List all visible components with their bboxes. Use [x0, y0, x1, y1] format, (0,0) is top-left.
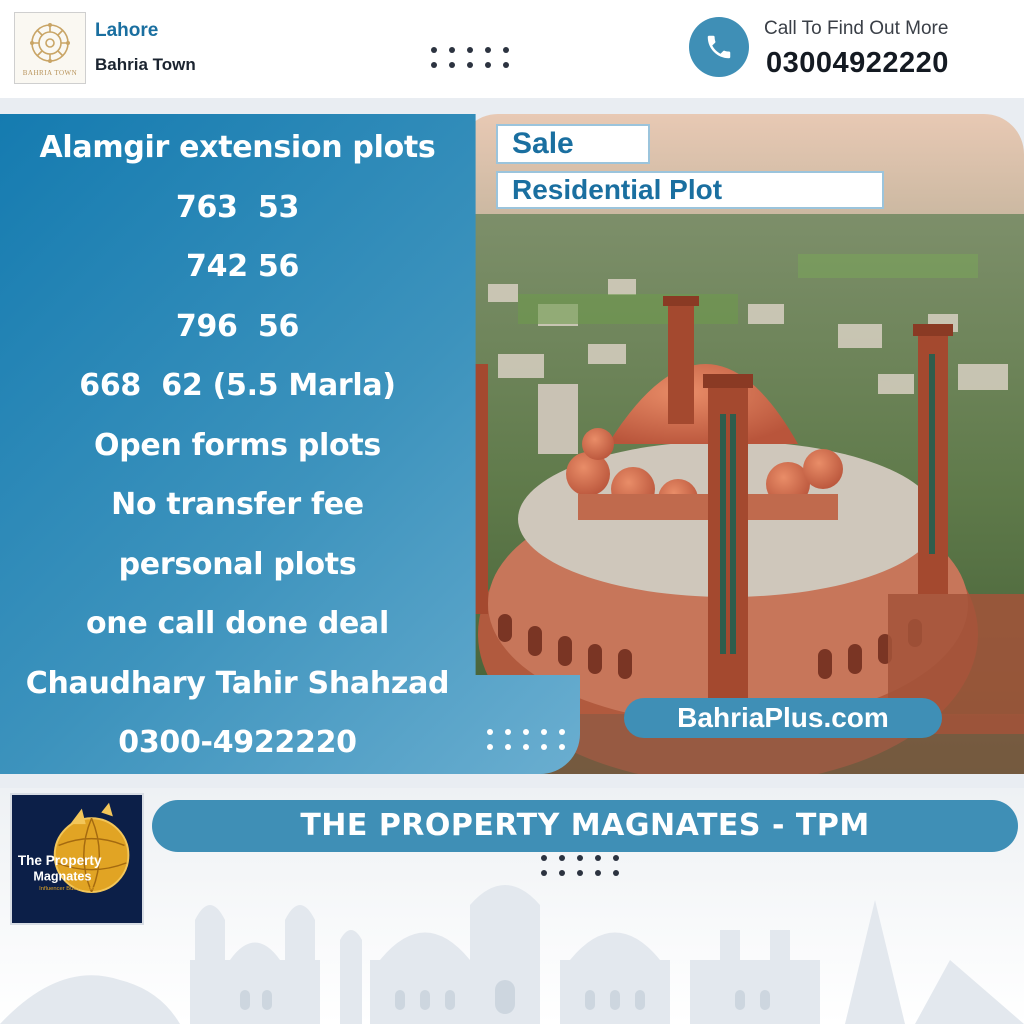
- dots-decoration-icon: [431, 47, 509, 68]
- dots-decoration-icon: [541, 855, 619, 876]
- description-line: Open forms plots: [94, 427, 381, 463]
- bahria-town-logo: [14, 12, 86, 84]
- description-line: No transfer fee: [111, 487, 364, 522]
- phone-button[interactable]: [689, 17, 749, 77]
- phone-icon: [704, 32, 734, 62]
- logo-caption: BAHRIA TOWN: [22, 69, 78, 77]
- description-line: one call done deal: [86, 606, 389, 641]
- website-link[interactable]: BahriaPlus.com: [624, 698, 942, 738]
- phone-number-link[interactable]: 03004922220: [766, 47, 949, 79]
- purpose-badge: Sale: [496, 124, 650, 164]
- property-type-badge: Residential Plot: [496, 171, 884, 209]
- listing-description: [0, 118, 475, 773]
- city-label: Lahore: [95, 20, 159, 41]
- description-line: 763 53: [175, 189, 300, 225]
- description-line: Chaudhary Tahir Shahzad: [25, 665, 450, 701]
- bahria-town-logo-icon: [26, 19, 74, 67]
- lahore-skyline-icon: [0, 850, 1024, 1024]
- description-line: 742 56: [175, 249, 300, 284]
- dots-decoration-icon: [487, 729, 565, 750]
- area-label: Bahria Town: [95, 55, 196, 74]
- agency-logo-line1: The Property: [17, 852, 102, 868]
- agency-logo: [10, 793, 144, 925]
- description-line: 796 56: [175, 308, 300, 344]
- description-line: 668 62 (5.5 Marla): [79, 368, 396, 403]
- description-line: personal plots: [118, 546, 357, 582]
- skyline-illustration: [0, 850, 1024, 1024]
- agency-globe-logo-icon: [12, 795, 142, 923]
- agency-logo-line2: Magnates: [33, 869, 92, 884]
- description-line: 0300-4922220: [118, 725, 357, 760]
- description-line: Alamgir extension plots: [39, 130, 436, 165]
- agency-name-banner: THE PROPERTY MAGNATES - TPM: [152, 800, 1018, 852]
- agency-logo-tagline: Influencer Businessmen: [39, 886, 102, 893]
- call-label: Call To Find Out More: [764, 18, 949, 39]
- header: [0, 0, 1024, 96]
